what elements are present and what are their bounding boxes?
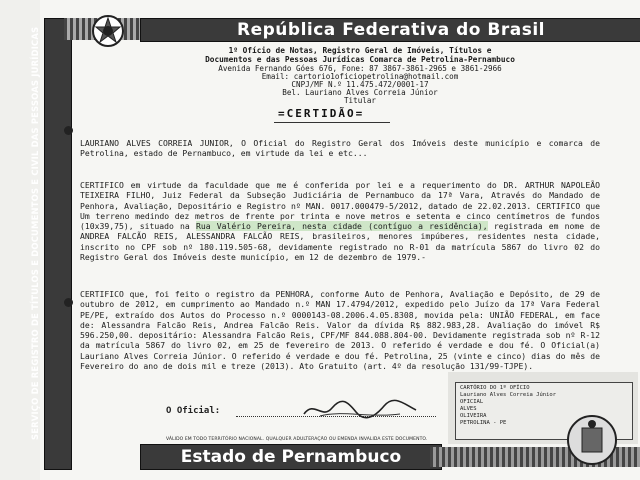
certifico-paragraph-2 bbox=[80, 289, 600, 371]
header-line-5: CNPJ/MF N.º 11.475.472/0001-17 bbox=[291, 80, 429, 89]
header-line-6: Bel. Lauriano Alves Correia Júnior bbox=[282, 88, 438, 97]
signature-label: O Oficial: bbox=[166, 406, 221, 416]
bottom-banner bbox=[140, 444, 442, 470]
stamp-line-6: PETROLINA - PE bbox=[460, 420, 507, 426]
title-underline bbox=[274, 122, 390, 123]
header-line-2: Documentos e das Pessoas Jurídicas Comarca de Petrolina-Pernambuco bbox=[205, 55, 515, 64]
handwritten-signature bbox=[300, 396, 420, 422]
bottom-banner-title: Estado de Pernambuco bbox=[180, 447, 402, 467]
legal-notice: VÁLIDO EM TODO TERRITÓRIO NACIONAL. QUALQUER ADULTERAÇÃO OU EMENDA INVALIDA ESTE DOCUMENTO. bbox=[166, 437, 428, 442]
side-border bbox=[44, 18, 72, 470]
intro-paragraph bbox=[80, 138, 600, 159]
header-line-3: Avenida Fernando Góes 676, Fone: 87 3867-3861-2965 e 3861-2966 bbox=[218, 64, 502, 73]
brazil-coat-of-arms-icon bbox=[82, 14, 134, 48]
stamp-line-1: CARTÓRIO DO 1º OFÍCIO bbox=[460, 385, 530, 391]
header-line-1: 1º Ofício de Notas, Registro Geral de Imóveis, Títulos e bbox=[228, 46, 492, 55]
side-border-text: SERVIÇO DE REGISTRO DE TÍTULOS E DOCUMENTOS E CIVIL DAS PESSOAS JURÍDICAS bbox=[30, 26, 40, 440]
certifico-1-highlight: Rua Valério Pereira, nesta cidade (contíguo a residência), bbox=[195, 221, 488, 232]
punch-hole-top bbox=[64, 126, 73, 135]
punch-hole-bottom bbox=[64, 298, 73, 307]
top-banner-title: República Federativa do Brasil bbox=[237, 20, 545, 40]
certifico-1-text-a: CERTIFICO em virtude da faculdade que me é conferida por lei e a requerimento do DR. ARTHUR NAPOLEÃO TEIXEIRA FILHO, Juiz Federal da Subseção Judiciária de Pernambuco da 17ª Vara, Através do Mandado de Penhora, Avaliação, Depositário e Registro nº MAN. 0017.000479-5/2012, datado de 22.02.2013. CERTIFICO que Um terreno medindo dez metros de frente por trinta e nove metros e setenta e cinco centímetros de fundos (10x39,75), situado na bbox=[80, 180, 600, 232]
stamp-line-5: OLIVEIRA bbox=[460, 413, 487, 419]
pernambuco-coat-of-arms-icon bbox=[562, 410, 622, 470]
certifico-1-body bbox=[80, 180, 600, 262]
top-banner bbox=[140, 18, 640, 42]
certifico-paragraph-1 bbox=[80, 180, 600, 262]
stamp-line-4: ALVES bbox=[460, 406, 477, 412]
stamp-line-2: Lauriano Alves Correia Júnior bbox=[460, 392, 557, 398]
certifico-2-text: CERTIFICO que, foi feito o registro da PENHORA, conforme Auto de Penhora, Avaliação e Depósito, de 29 de outubro de 2012, em cumprimento ao Mandado n.º MAN 17.4794/2012, expedido pelo Juízo da 17ª Vara Federal PE/PE, extraído dos Autos do Processo n.º 0000143-08.2006.4.05.8308, movida pela: UNIÃO FEDERAL, em face de: Alessandra Falcão Reis, Andrea Falcão Reis. Valor da dívida R$ 882.983,28. Avaliação do imóvel R$ 596.250,00. depositário: Alessandra Falcão Reis, CPF/MF 844.088.804-00. Devidamente registrada sob nº R-12 da matrícula 5867 do livro 02, em 25 de fevereiro de 2013. O referido é verdade e dou fé. O Oficial(a) Lauriano Alves Correia Júnior. O referido é verdade e dou fé. Petrolina, 25 (vinte e cinco) dias do mês de Fevereiro do ano de dois mil e treze (2013). Ato Gratuito (art. 4º da resolução 131/99-TJPE). bbox=[80, 289, 600, 372]
header-line-4: Email: cartorio1oficiopetrolina@hotmail.com bbox=[261, 72, 459, 81]
intro-text: LAURIANO ALVES CORREIA JUNIOR, O Oficial do Registro Geral dos Imóveis deste município e comarca de Petrolina, estado de Pernambuco, em virtude da lei e etc... bbox=[80, 138, 600, 159]
certifico-1-text-b: registrada em nome de ANDREA FALCÃO REIS, ALESSANDRA FALCÃO REIS, brasileiros, menores impúberes, residentes nesta cidade, inscrito no CPF sob nº 180.119.505-68, devidamente registrado no R-01 da matrícula 5867 do livro 02 do Registro Geral dos Imóveis deste município, em 12 de dezembro de 1979.- bbox=[80, 221, 601, 263]
document-title: =CERTIDÃO= bbox=[278, 107, 365, 120]
stamp-line-3: OFICIAL bbox=[460, 399, 484, 405]
header-line-7: Titular bbox=[343, 96, 376, 105]
